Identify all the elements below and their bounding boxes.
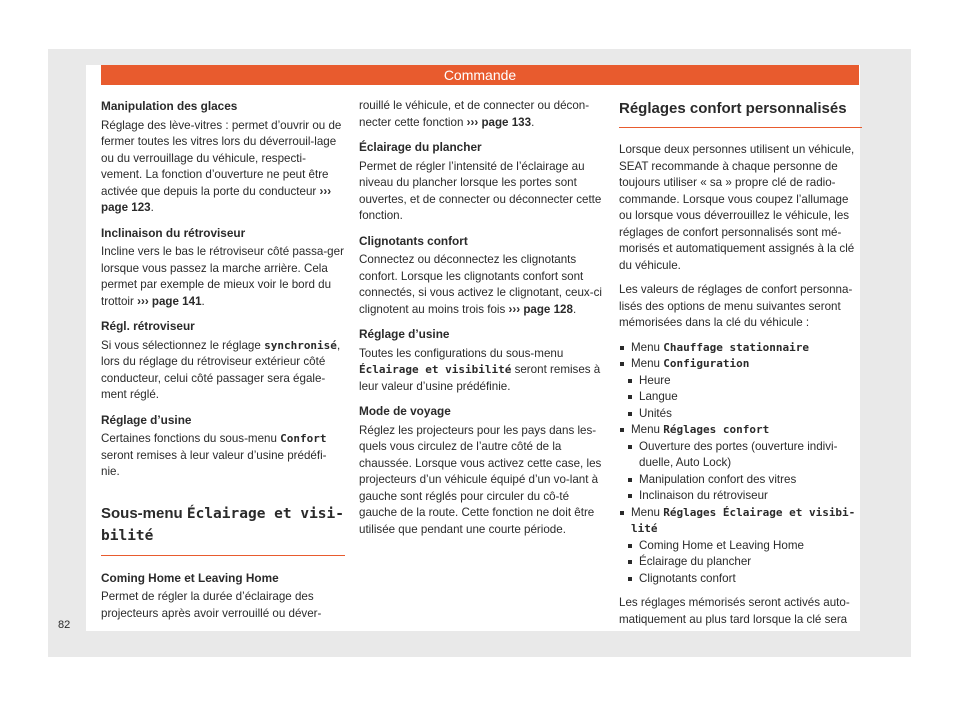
paragraph: Incline vers le bas le rétroviseur côté passa-ger lorsque vous passez la marche arrière. Cela permet par exemple de mieux voir le bord du trottoir ››› page 141. bbox=[101, 245, 344, 308]
page-reference-link[interactable]: ››› page 123 bbox=[101, 184, 332, 214]
list-item: Clignotants confort bbox=[619, 571, 862, 588]
paragraph: Connectez ou déconnectez les clignotants confort. Lorsque les clignotants confort sont connectés, si vous activez le clignotant, ceux-ci clignotent au moins trois fois ››› page 128. bbox=[359, 253, 602, 316]
list-item: Menu Réglages Éclairage et visibi-lité bbox=[619, 505, 862, 538]
paragraph: Réglage des lève-vitres : permet d’ouvrir ou de fermer toutes les vitres lors du déverrouil-lage ou du verrouillage du véhicule, respecti-vement. La fonction d’ouverture ne peut être activée que depuis la porte du conducteur ››› page 123. bbox=[101, 118, 342, 214]
paragraph: Réglez les projecteurs pour les pays dans les-quels vous circulez de l’autre côté de la chaussée. Lorsque vous activez cette case, les projecteurs d’un véhicule équipé d’un vo-lant à gauche sont réglés pour circuler du cô-té gauche de la route. Cette fonction ne doit être utilisée que pendant une courte période. bbox=[359, 423, 602, 536]
paragraph: Certaines fonctions du sous-menu Confort seront remises à leur valeur d’usine prédéfi-nie. bbox=[101, 432, 327, 478]
paragraph: Permet de régler la durée d’éclairage des projecteurs après avoir verrouillé ou déver- bbox=[101, 590, 322, 620]
heading-eclairage-plancher: Éclairage du plancher bbox=[359, 140, 482, 154]
list-item: Menu Configuration bbox=[619, 356, 862, 373]
column-left bbox=[101, 98, 345, 630]
paragraph: Lorsque deux personnes utilisent un véhicule, SEAT recommande à chaque personne de toujours utiliser « sa » propre clé de radio-commande. Lorsque vous coupez l’allumage ou lorsque vous déverrouillez le véhicule, les réglages de confort personnalisés sont mé-morisés et automatiquement assignés à la clé du véhicule. bbox=[619, 143, 855, 272]
page-number: 82 bbox=[58, 619, 71, 631]
page-reference-link[interactable]: ››› page 128 bbox=[508, 302, 573, 316]
column-right bbox=[619, 98, 862, 636]
menu-list bbox=[619, 340, 862, 588]
paragraph: Permet de régler l’intensité de l’éclairage au niveau du plancher lorsque les portes sont ouvertes, et de connecter ou déconnecter cette fonction. bbox=[359, 159, 602, 222]
list-item: Éclairage du plancher bbox=[619, 554, 862, 571]
menu-option-label: Confort bbox=[280, 432, 327, 445]
list-item: Manipulation confort des vitres bbox=[619, 472, 862, 489]
heading-mode-voyage: Mode de voyage bbox=[359, 404, 451, 418]
list-item: Heure bbox=[619, 373, 862, 390]
heading-manipulation-glaces: Manipulation des glaces bbox=[101, 99, 238, 113]
heading-coming-home: Coming Home et Leaving Home bbox=[101, 570, 279, 585]
heading-reglage-usine: Réglage d’usine bbox=[101, 412, 192, 427]
heading-inclinaison-retroviseur: Inclinaison du rétroviseur bbox=[101, 225, 246, 240]
heading-regl-retroviseur: Régl. rétroviseur bbox=[101, 319, 195, 333]
heading-clignotants-confort: Clignotants confort bbox=[359, 233, 468, 248]
list-item: Inclinaison du rétroviseur bbox=[619, 488, 862, 505]
section-title-eclairage: Sous-menu Éclairage et visi-bilité bbox=[101, 503, 345, 556]
section-title-reglages-confort: Réglages confort personnalisés bbox=[619, 98, 862, 128]
heading-reglage-usine: Réglage d’usine bbox=[359, 327, 450, 341]
list-item: Unités bbox=[619, 406, 862, 423]
menu-option-label: synchronisé bbox=[264, 338, 337, 352]
paragraph: Si vous sélectionnez le réglage synchronisé, lors du réglage du rétroviseur extérieur côté conducteur, celui côté passager sera égale-ment réglé. bbox=[101, 338, 341, 401]
paragraph: Les valeurs de réglages de confort personna-lisés des options de menu suivantes seront mémorisées dans la clé du véhicule : bbox=[619, 283, 853, 329]
menu-option-label: Éclairage et visibilité bbox=[359, 363, 512, 376]
list-item: Ouverture des portes (ouverture indivi-duelle, Auto Lock) bbox=[619, 439, 862, 472]
paragraph: Toutes les configurations du sous-menu Éclairage et visibilité seront remises à leur valeur d’usine prédéfinie. bbox=[359, 346, 601, 393]
list-item: Menu Réglages confort bbox=[619, 422, 862, 439]
paragraph: rouillé le véhicule, et de connecter ou décon-necter cette fonction ››› page 133. bbox=[359, 99, 590, 129]
paragraph: Les réglages mémorisés seront activés auto-matiquement au plus tard lorsque la clé sera bbox=[619, 596, 850, 626]
list-item: Coming Home et Leaving Home bbox=[619, 538, 862, 555]
list-item: Langue bbox=[619, 389, 862, 406]
list-item: Menu Chauffage stationnaire bbox=[619, 340, 862, 357]
column-middle bbox=[359, 98, 604, 546]
page-reference-link[interactable]: ››› page 141 bbox=[137, 294, 202, 308]
header-bar: Commande bbox=[101, 65, 859, 85]
page-reference-link[interactable]: ››› page 133 bbox=[466, 115, 532, 129]
